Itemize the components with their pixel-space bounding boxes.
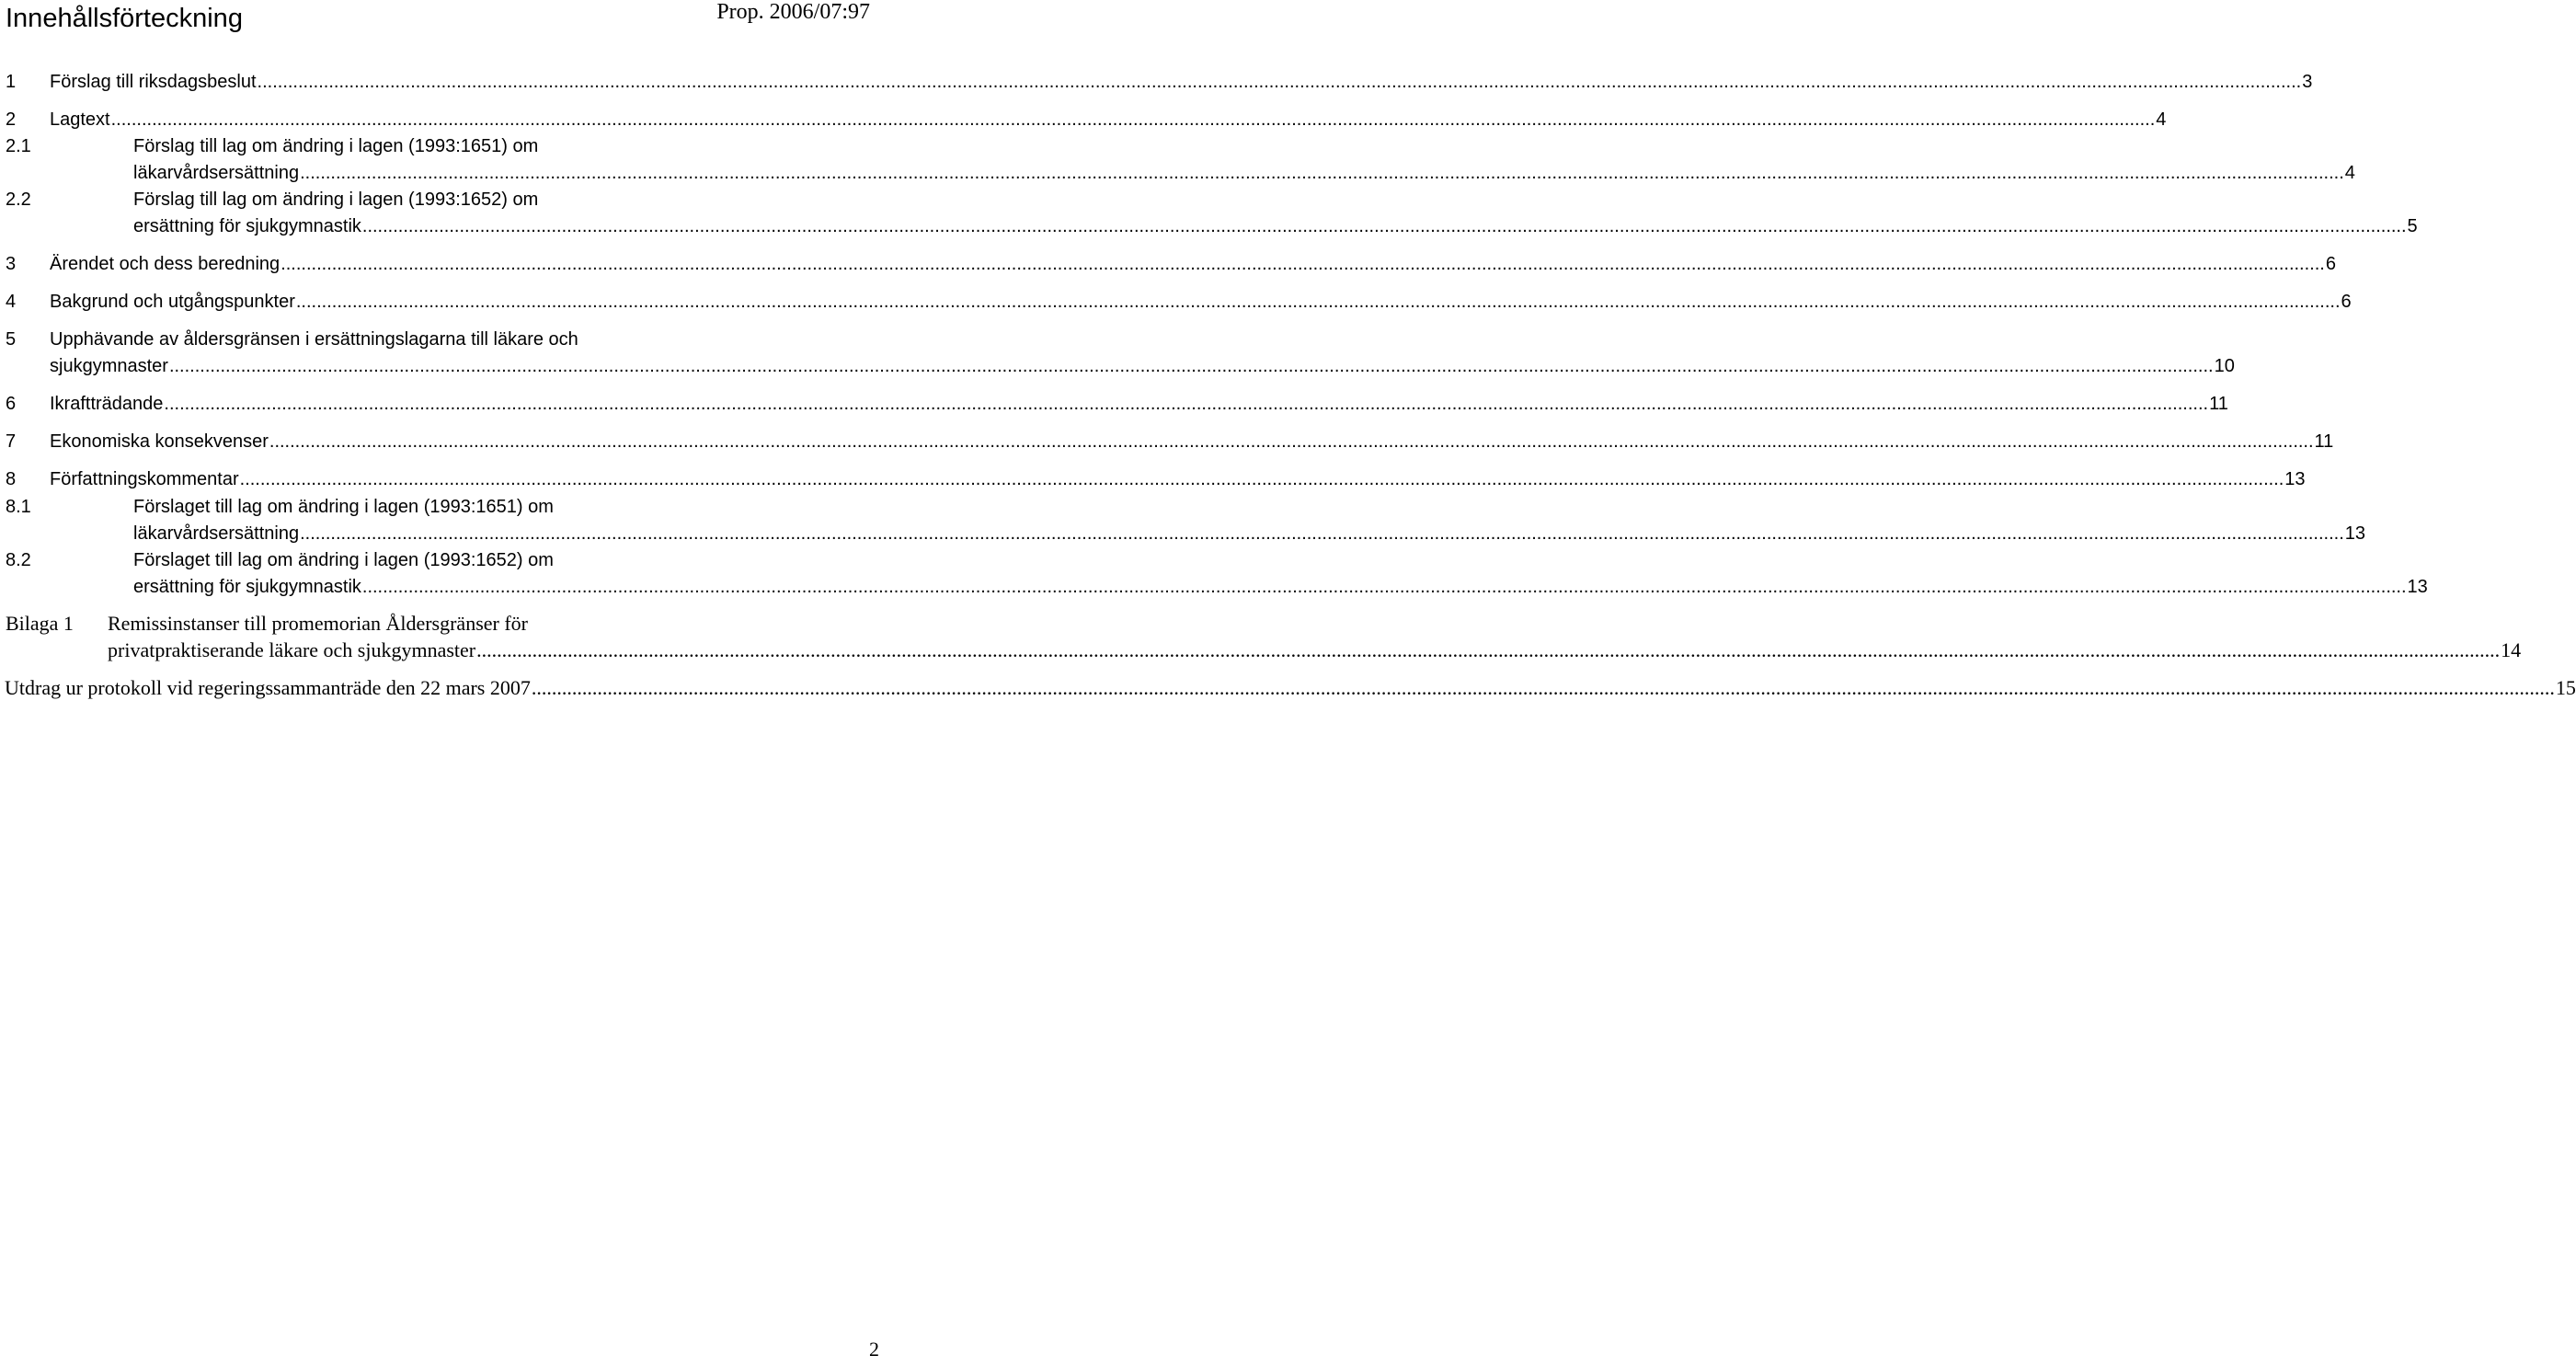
toc-entry-page: 4 (2156, 109, 2167, 130)
toc-entry-title: Lagtext (50, 109, 110, 130)
toc-entry-title: Förslaget till lag om ändring i lagen (1993:1651) om (133, 497, 554, 517)
dot-leader: ................................................................................................................................................................................................................................................................................................................................................................................................................ (295, 292, 2341, 312)
toc-entry-title: Förslag till lag om ändring i lagen (1993:1652) om (133, 190, 539, 210)
dot-leader: ................................................................................................................................................................................................................................................................................................................................................................................................................ (168, 356, 2214, 376)
dot-leader: ................................................................................................................................................................................................................................................................................................................................................................................................................ (300, 523, 2344, 544)
dot-leader: ................................................................................................................................................................................................................................................................................................................................................................................................................ (476, 638, 2501, 661)
document-id: Prop. 2006/07:97 (716, 0, 870, 24)
toc-entry-title: Remissinstanser till promemorian Åldersgränser för (108, 612, 529, 635)
toc-entry-number: 6 (6, 394, 17, 414)
page-number: 2 (869, 1338, 879, 1361)
toc-entry-title: privatpraktiserande läkare och sjukgymnaster (108, 638, 476, 661)
toc-entry-title: Förslaget till lag om ändring i lagen (1993:1652) om (133, 550, 554, 570)
page-title: Innehållsförteckning (6, 4, 243, 33)
dot-leader: ................................................................................................................................................................................................................................................................................................................................................................................................................ (269, 431, 2314, 452)
toc-entry-number: 3 (6, 254, 17, 274)
toc-entry-number: 7 (6, 431, 17, 452)
toc-entry-number: 4 (6, 292, 17, 312)
toc-entry-page: 13 (2344, 523, 2365, 544)
toc-entry-page: 13 (2407, 577, 2428, 597)
toc-entry-title: Förslag till riksdagsbeslut (50, 72, 257, 92)
dot-leader: ................................................................................................................................................................................................................................................................................................................................................................................................................ (361, 577, 2407, 597)
toc-entry-page: 14 (2501, 638, 2522, 661)
toc-entry-title: Ikraftträdande (50, 394, 164, 414)
dot-leader: ................................................................................................................................................................................................................................................................................................................................................................................................................ (300, 163, 2344, 183)
toc-entry-title: läkarvårdsersättning (133, 523, 300, 544)
toc-entry-number: 5 (6, 329, 17, 350)
toc-entry-page: 13 (2284, 469, 2306, 489)
toc-entry-page: 5 (2407, 216, 2418, 236)
dot-leader: ................................................................................................................................................................................................................................................................................................................................................................................................................ (239, 469, 2284, 489)
toc-entry-title: ersättning för sjukgymnastik (133, 577, 361, 597)
dot-leader: ................................................................................................................................................................................................................................................................................................................................................................................................................ (164, 394, 2209, 414)
toc-entry-title: Författningskommentar (50, 469, 239, 489)
toc-entry-title: Ekonomiska konsekvenser (50, 431, 269, 452)
toc-entry-page: 10 (2214, 356, 2235, 376)
toc-entry-title: Bakgrund och utgångspunkter (50, 292, 295, 312)
toc-entry-title: Förslag till lag om ändring i lagen (1993:1651) om (133, 136, 539, 156)
toc-entry-page: 4 (2344, 163, 2355, 183)
toc-entry-page: 3 (2302, 72, 2313, 92)
toc-entry-title: Utdrag ur protokoll vid regeringssammanträde den 22 mars 2007 (5, 676, 531, 699)
toc-entry-page: 15 (2555, 676, 2576, 699)
toc-entry-number: 8.2 (6, 550, 31, 570)
dot-leader: ................................................................................................................................................................................................................................................................................................................................................................................................................ (361, 216, 2407, 236)
toc-entry-number: 1 (6, 72, 17, 92)
toc-entry-page: 11 (2314, 431, 2334, 452)
toc-entry-number: 8.1 (6, 497, 31, 517)
toc-entry-number: 2 (6, 109, 17, 130)
toc-entry-title: sjukgymnaster (50, 356, 168, 376)
toc-entry-page: 6 (2341, 292, 2352, 312)
dot-leader: ................................................................................................................................................................................................................................................................................................................................................................................................................ (280, 254, 2325, 274)
toc-entry-title: Upphävande av åldersgränsen i ersättningslagarna till läkare och (50, 329, 578, 350)
toc-entry-page: 11 (2209, 394, 2228, 414)
toc-entry-page: 6 (2325, 254, 2336, 274)
toc-entry-number: 2.2 (6, 190, 31, 210)
dot-leader: ................................................................................................................................................................................................................................................................................................................................................................................................................ (531, 676, 2555, 699)
dot-leader: ................................................................................................................................................................................................................................................................................................................................................................................................................ (110, 109, 2156, 130)
toc-entry-title: Ärendet och dess beredning (50, 254, 280, 274)
toc-entry-number: 2.1 (6, 136, 31, 156)
toc-entry-title: ersättning för sjukgymnastik (133, 216, 361, 236)
toc-entry-number: 8 (6, 469, 17, 489)
dot-leader: ................................................................................................................................................................................................................................................................................................................................................................................................................ (257, 72, 2302, 92)
toc-entry-title: läkarvårdsersättning (133, 163, 300, 183)
toc-entry-number: Bilaga 1 (6, 612, 74, 635)
